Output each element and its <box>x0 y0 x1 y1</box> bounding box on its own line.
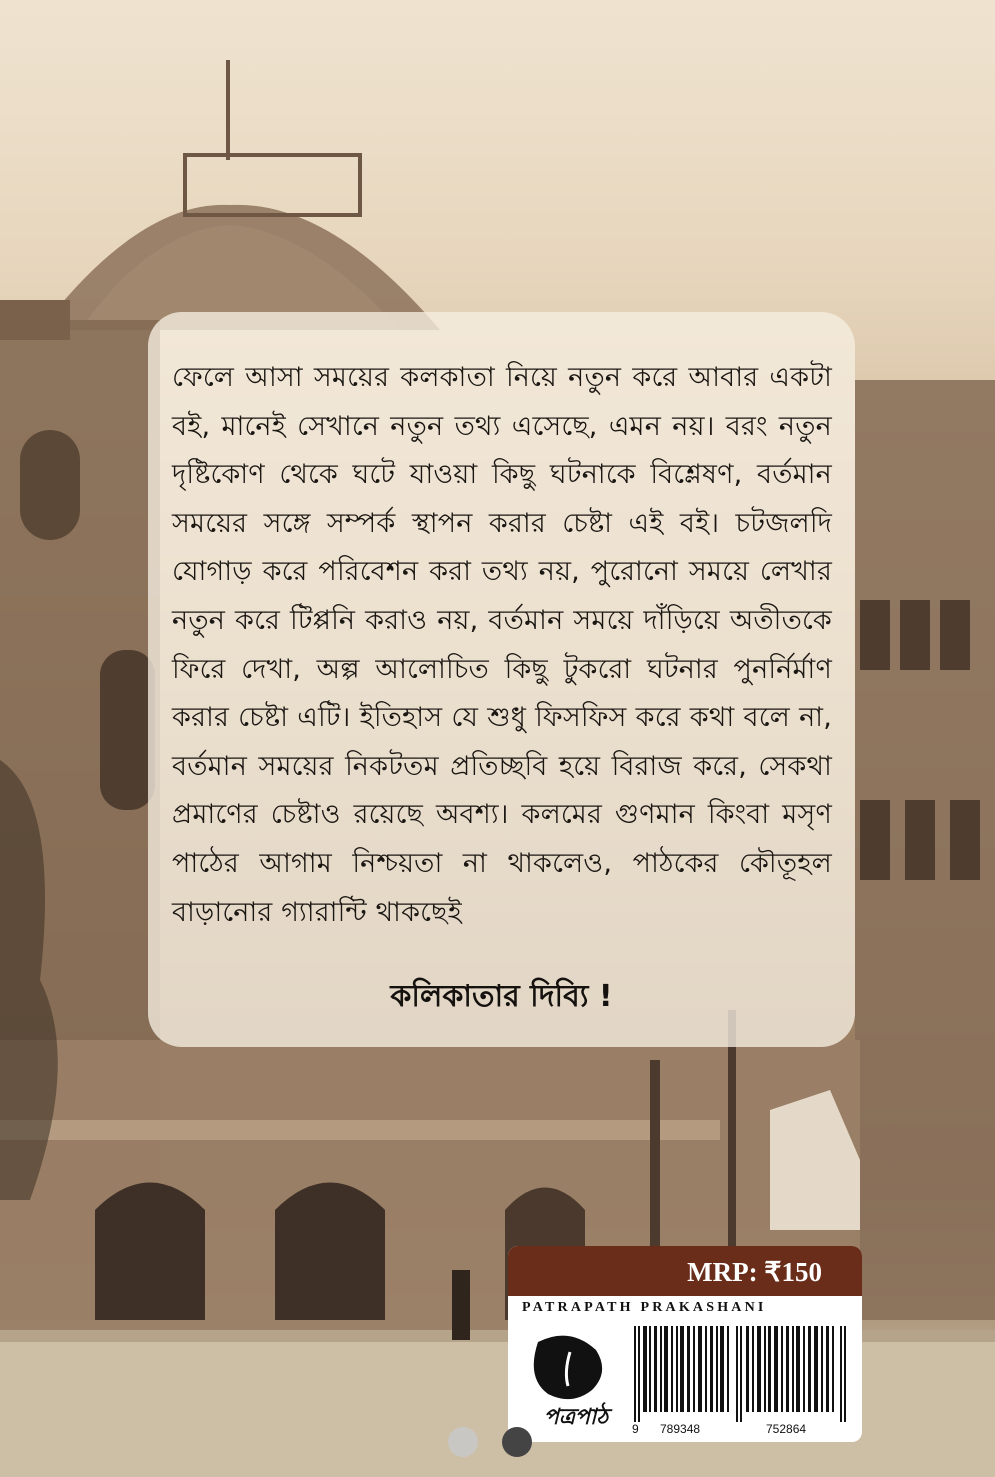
carousel-dot-1[interactable] <box>448 1427 478 1457</box>
blurb-panel <box>148 312 855 1047</box>
blurb-text: ফেলে আসা সময়ের কলকাতা নিয়ে নতুন করে আবার একটা বই, মানেই সেখানে নতুন তথ্য এসেছে, এমন নয়। বরং নতুন দৃষ্টিকোণ থেকে ঘটে যাওয়া কিছু ঘটনাকে বিশ্লেষণ, বর্তমান সময়ের সঙ্গে সম্পর্ক স্থাপন করার চেষ্টা এই বই। চটজলদি যোগাড় করে পরিবেশন করা তথ্য নয়, পুরোনো সময়ে লেখার নতুন করে টিপ্পনি করাও নয়, বর্তমান সময়ে দাঁড়িয়ে অতীতকে ফিরে দেখা, অল্প আলোচিত কিছু টুকরো ঘটনার পুনর্নির্মাণ করার চেষ্টা এটি। ইতিহাস যে শুধু ফিসফিস করে কথা বলে না, বর্তমান সময়ের নিকটতম প্রতিচ্ছবি হয়ে বিরাজ করে, সেকথা প্রমাণের চেষ্টাও রয়েছে অবশ্য। কলমের গুণমান কিংবা মসৃণ পাঠের আগাম নিশ্চয়তা না থাকলেও, পাঠকের কৌতূহল বাড়ানোর গ্যারান্টি থাকছেই <box>172 362 832 928</box>
barcode-digit-prefix: 9 <box>632 1422 639 1436</box>
mrp-label: MRP: ₹150 <box>508 1246 862 1296</box>
publisher-logo-text: পত্রপাঠ <box>543 1405 609 1430</box>
price-barcode-panel <box>508 1246 862 1442</box>
carousel-dot-2[interactable] <box>502 1427 532 1457</box>
barcode-digits-right: 752864 <box>766 1422 807 1436</box>
publisher-logo <box>518 1328 622 1438</box>
barcode-digits-left: 789348 <box>660 1422 701 1436</box>
book-title: কলিকাতার দিব্যি ! <box>390 979 613 1014</box>
publisher-name: PATRAPATH PRAKASHANI <box>522 1300 767 1315</box>
barcode <box>632 1326 852 1422</box>
